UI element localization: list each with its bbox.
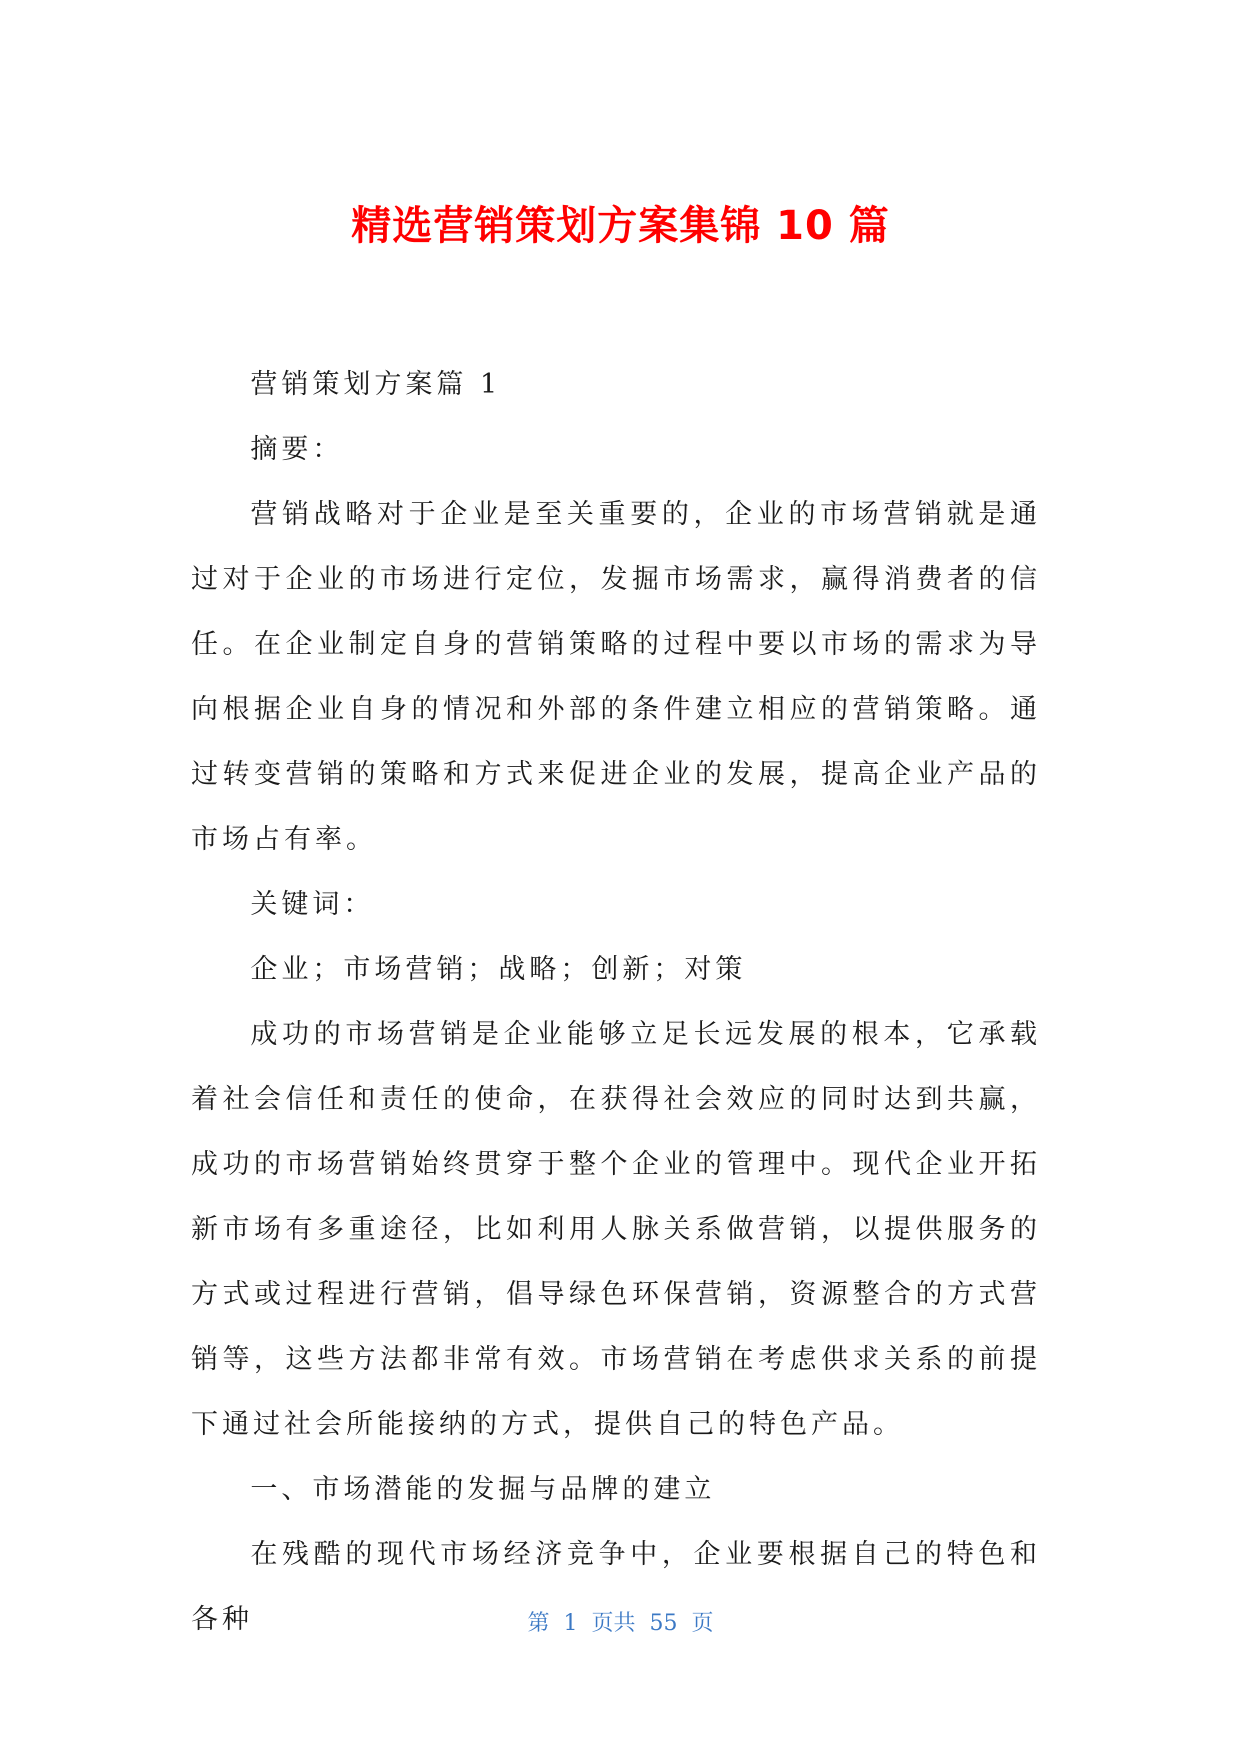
document-body xyxy=(191,352,1041,1652)
keywords-label: 关键词： xyxy=(250,889,375,920)
abstract-label: 摘要： xyxy=(250,434,344,465)
footer-current-page: 1 xyxy=(563,1611,578,1636)
subsection-heading: 一、市场潜能的发掘与品牌的建立 xyxy=(250,1474,716,1505)
abstract-paragraph: 营销战略对于企业是至关重要的，企业的市场营销就是通过对于企业的市场进行定位，发掘市场需求，赢得消费者的信任。在企业制定自身的营销策略的过程中要以市场的需求为导向根据企业自身的情况和外部的条件建立相应的营销策略。通过转变营销的策略和方式来促进企业的发展，提高企业产品的市场占有率。 xyxy=(191,499,1041,855)
page-footer xyxy=(0,1606,1241,1637)
body-paragraph: 在残酷的现代市场经济竞争中，企业要根据自己的特色和各种 xyxy=(191,1539,1041,1635)
footer-page-of-label: 页共 xyxy=(591,1611,636,1636)
footer-total-pages: 55 xyxy=(649,1611,678,1636)
footer-page-label: 第 xyxy=(527,1611,550,1636)
body-paragraph: 成功的市场营销是企业能够立足长远发展的根本，它承载着社会信任和责任的使命，在获得社会效应的同时达到共赢，成功的市场营销始终贯穿于整个企业的管理中。现代企业开拓新市场有多重途径，比如利用人脉关系做营销，以提供服务的方式或过程进行营销，倡导绿色环保营销，资源整合的方式营销等，这些方法都非常有效。市场营销在考虑供求关系的前提下通过社会所能接纳的方式，提供自己的特色产品。 xyxy=(191,1019,1041,1440)
document-title: 精选营销策划方案集锦 10 篇 xyxy=(351,203,890,249)
footer-page-end-label: 页 xyxy=(691,1611,714,1636)
keywords-list: 企业；市场营销；战略；创新；对策 xyxy=(250,954,747,985)
section-heading: 营销策划方案篇 1 xyxy=(250,369,502,400)
